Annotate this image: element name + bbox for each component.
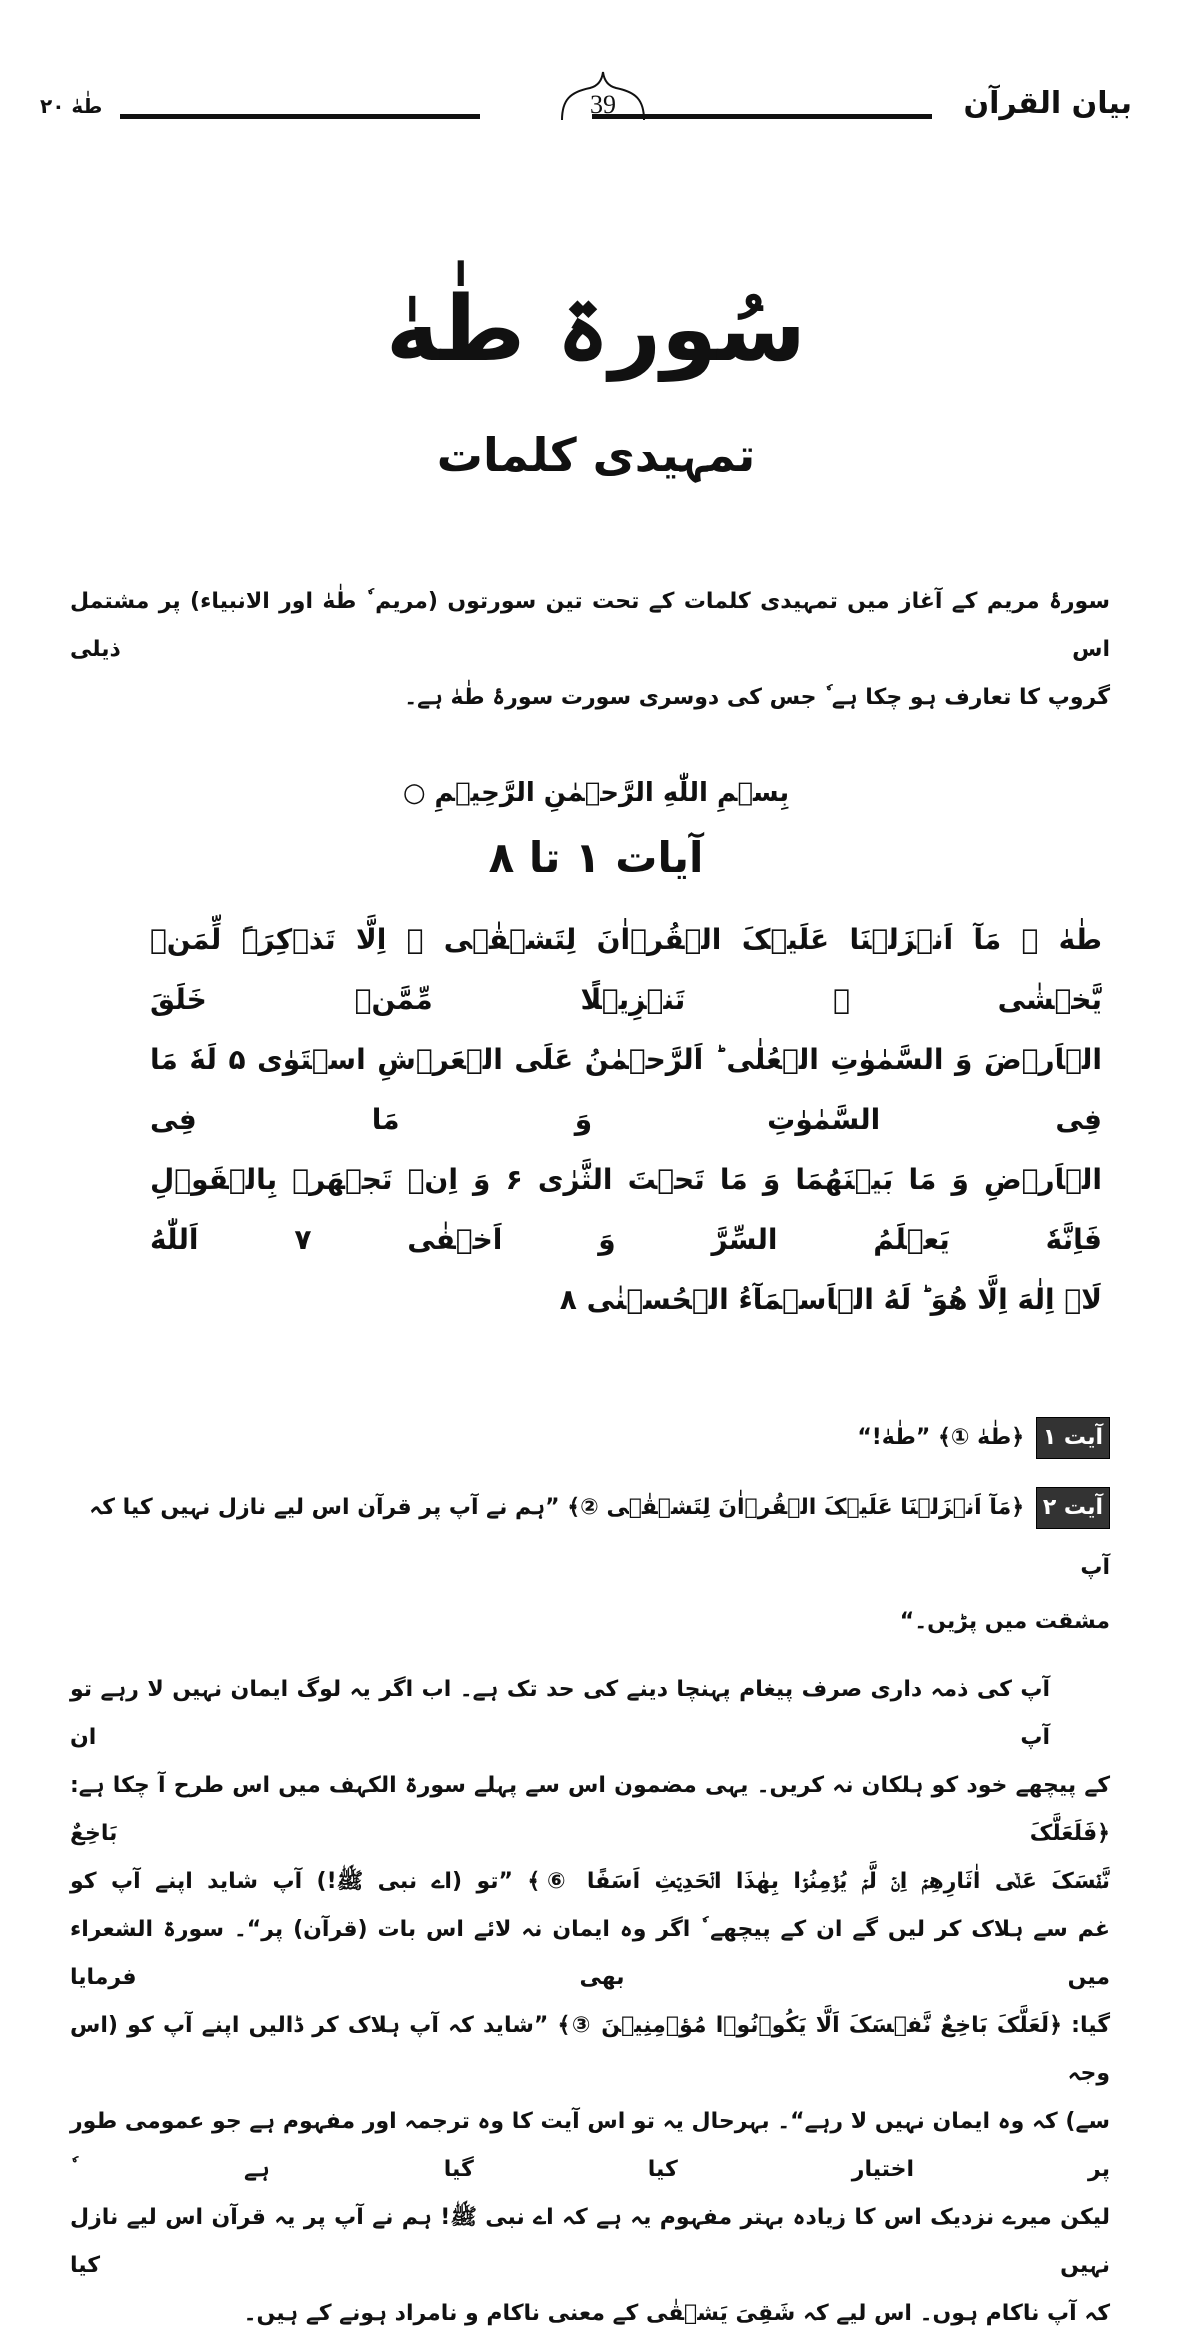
commentary-line: کہ آپ ناکام ہوں۔ اس لیے کہ شَقِیَ یَشۡقٰی کے معنی ناکام و نامراد ہونے کے ہیں۔ bbox=[243, 2301, 1110, 2326]
page-header bbox=[40, 0, 1132, 140]
bismillah: بِسۡمِ اللّٰهِ الرَّحۡمٰنِ الرَّحِیۡمِ ○ bbox=[402, 778, 790, 808]
arabic-verse-line: الۡاَرۡضِ وَ مَا بَیۡنَهُمَا وَ مَا تَحۡتَ الثَّرٰی ۶ وَ اِنۡ تَجۡهَرۡ بِالۡقَوۡلِ فَاِنَّهٗ یَعۡلَمُ السِّرَّ وَ اَخۡفٰی ۷ اَللّٰهُ bbox=[150, 1163, 1103, 1256]
arabic-verse-line: لَاۤ اِلٰهَ اِلَّا هُوَ ؕ لَهُ الۡاَسۡمَآءُ الۡحُسۡنٰی ۸ bbox=[559, 1283, 1102, 1316]
arabic-verse-line: الۡاَرۡضَ وَ السَّمٰوٰتِ الۡعُلٰی ؕ اَلرَّحۡمٰنُ عَلَی الۡعَرۡشِ اسۡتَوٰی ۵ لَهٗ مَا فِی السَّمٰوٰتِ وَ مَا فِی bbox=[150, 1043, 1103, 1136]
commentary-line: گیا: ﴿لَعَلَّکَ بَاخِعٌ نَّفۡسَکَ اَلَّا یَکُوۡنُوۡا مُؤۡمِنِیۡنَ ③﴾ ”شاید کہ آپ ہلاک کر ڈالیں اپنے آپ کو (اس وجہ bbox=[70, 2013, 1110, 2086]
commentary-line: سے) کہ وہ ایمان نہیں لا رہے“۔ بہرحال یہ تو اس آیت کا وہ ترجمہ اور مفہوم ہے جو عمومی طور پر اختیار کیا گیا ہے ٗ bbox=[70, 2109, 1110, 2182]
arabic-verse-line: طٰهٰ ۚ مَآ اَنۡزَلۡنَا عَلَیۡکَ الۡقُرۡاٰنَ لِتَشۡقٰۤی ۙ اِلَّا تَذۡکِرَۃً لِّمَنۡ یَّخۡشٰی ۙ تَنۡزِیۡلًا مِّمَّنۡ خَلَقَ bbox=[150, 923, 1102, 1016]
ayat-heading: آیات ۱ تا ۸ bbox=[488, 833, 704, 882]
commentary-line: آپ کی ذمہ داری صرف پیغام پہنچا دینے کی حد تک ہے۔ اب اگر یہ لوگ ایمان نہیں لا رہے تو آپ ان bbox=[70, 1677, 1050, 1750]
section-title: تمہیدی کلمات bbox=[436, 428, 756, 482]
ayah-arabic: ﴿طٰهٰ ①﴾ bbox=[938, 1425, 1025, 1450]
commentary-line: کے پیچھے خود کو ہلکان نہ کریں۔ یہی مضمون اس سے پہلے سورۃ الکہف میں اس طرح آ چکا ہے: ﴿فَلَعَلَّکَ بَاخِعٌ bbox=[70, 1773, 1110, 1846]
commentary-line: غم سے ہلاک کر لیں گے ان کے پیچھے ٗ اگر وہ ایمان نہ لائے اس بات (قرآن) پر“۔ سورۃ الشعراء میں بھی فرمایا bbox=[70, 1917, 1110, 1990]
surah-reference: طٰهٰ ۲۰ bbox=[40, 94, 103, 118]
ayah-2 bbox=[70, 1478, 1110, 1646]
page-number: 39 bbox=[590, 90, 616, 119]
page-number-frame bbox=[560, 78, 646, 122]
ayah-arabic: ﴿مَآ اَنۡزَلۡنَا عَلَیۡکَ الۡقُرۡاٰنَ لِتَشۡقٰۤی ②﴾ bbox=[567, 1495, 1025, 1520]
intro-line: گروپ کا تعارف ہو چکا ہے ٗ جس کی دوسری سورت سورۂ طٰهٰ ہے۔ bbox=[404, 685, 1110, 710]
ayah-label: آیت ۲ bbox=[1036, 1487, 1110, 1529]
ayah-1 bbox=[70, 1408, 1110, 1468]
commentary bbox=[70, 1666, 1110, 2338]
header-rule-left bbox=[120, 114, 480, 119]
intro-line: سورۂ مریم کے آغاز میں تمہیدی کلمات کے تحت تین سورتوں (مریم ٗ طٰهٰ اور الانبیاء) پر مشتمل اس ذیلی bbox=[70, 589, 1110, 662]
ayah-translation-continued: مشقت میں پڑیں۔“ bbox=[899, 1609, 1110, 1634]
ayah-label: آیت ۱ bbox=[1036, 1417, 1110, 1459]
commentary-line: نَّفۡسَکَ عَلٰۤی اٰثَارِهِمۡ اِنۡ لَّمۡ یُؤۡمِنُوۡا بِهٰذَا الۡحَدِیۡثِ اَسَفًا ⑥﴾ ”تو (اے نبی ﷺ!) آپ شاید اپنے آپ کو bbox=[70, 1869, 1110, 1894]
ayah-translation: ”طٰهٰ!“ bbox=[857, 1425, 931, 1450]
ayah-translation: ”ہم نے آپ پر قرآن اس لیے نازل نہیں کیا کہ آپ bbox=[89, 1495, 1110, 1580]
book-title: بیان القرآن bbox=[963, 86, 1132, 121]
surah-title: سُورۃ طٰهٰ bbox=[385, 277, 807, 382]
commentary-line: لیکن میرے نزدیک اس کا زیادہ بہتر مفہوم یہ ہے کہ اے نبی ﷺ! ہم نے آپ پر یہ قرآن اس لیے نازل نہیں کیا bbox=[70, 2205, 1110, 2278]
arabic-verses bbox=[150, 910, 1102, 1330]
intro-paragraph bbox=[70, 578, 1110, 722]
